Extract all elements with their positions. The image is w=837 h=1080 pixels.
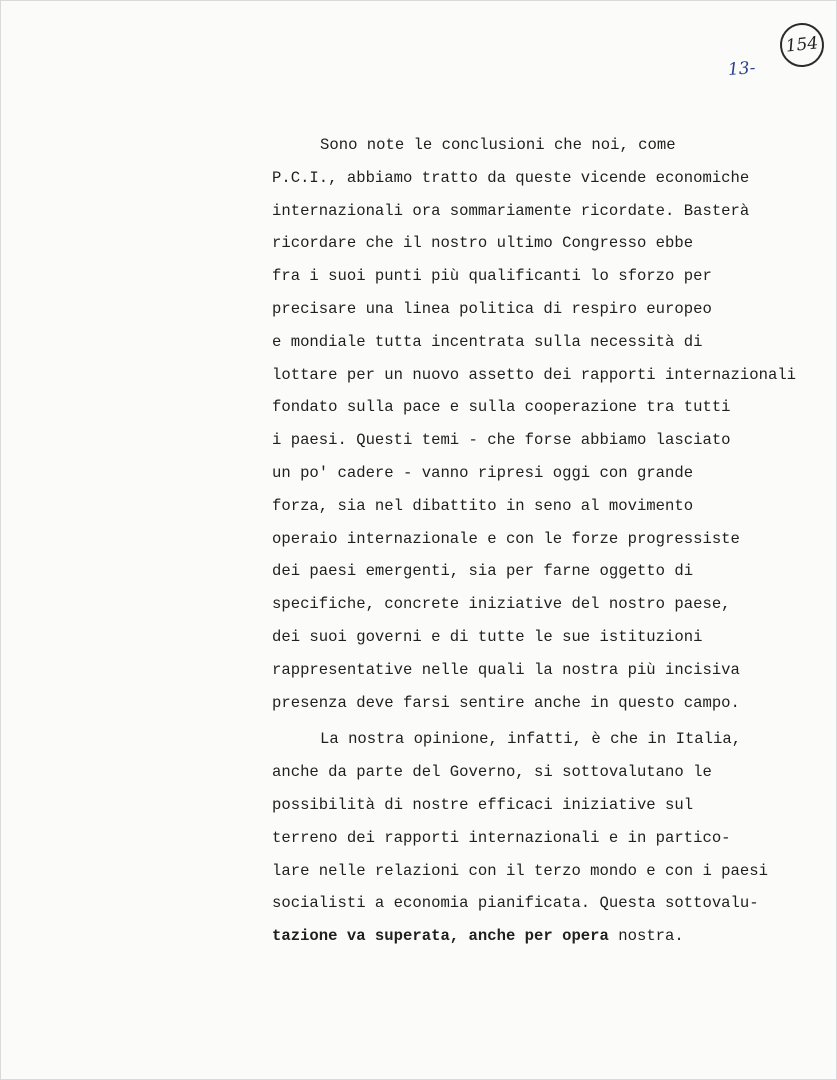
text-line: un po' cadere - vanno ripresi oggi con grande bbox=[272, 463, 694, 482]
text-line: dei paesi emergenti, sia per farne oggetto di bbox=[272, 562, 694, 581]
text-line: specifiche, concrete iniziative del nostro paese, bbox=[272, 595, 731, 614]
text-line: fra i suoi punti più qualificanti lo sforzo per bbox=[272, 267, 712, 286]
text-line: lare nelle relazioni con il terzo mondo e con i paesi bbox=[272, 861, 768, 880]
text-line: i paesi. Questi temi - che forse abbiamo lasciato bbox=[272, 431, 731, 450]
text-line: internazionali ora sommariamente ricordate. Basterà bbox=[272, 201, 750, 220]
text-line: e mondiale tutta incentrata sulla necessità di bbox=[272, 332, 703, 351]
text-line: operaio internazionale e con le forze progressiste bbox=[272, 529, 740, 548]
text-line: terreno dei rapporti internazionali e in partico- bbox=[272, 828, 731, 847]
text-line: P.C.I., abbiamo tratto da queste vicende economiche bbox=[272, 168, 750, 187]
text-line: presenza deve farsi sentire anche in questo campo. bbox=[272, 693, 740, 712]
text-line: fondato sulla pace e sulla cooperazione tra tutti bbox=[272, 398, 731, 417]
text-line: La nostra opinione, infatti, è che in Italia, bbox=[320, 730, 742, 749]
handwritten-page-number: 13- bbox=[727, 58, 757, 80]
text-line: forza, sia nel dibattito in seno al movimento bbox=[272, 496, 694, 515]
text-line: anche da parte del Governo, si sottovalutano le bbox=[272, 763, 712, 782]
text-line: lottare per un nuovo assetto dei rapporti internazionali bbox=[272, 365, 797, 384]
archive-stamp: 154 bbox=[778, 21, 826, 69]
text-line: dei suoi governi e di tutte le sue istituzioni bbox=[272, 627, 703, 646]
text-line: possibilità di nostre efficaci iniziative sul bbox=[272, 795, 694, 814]
text-line-tail: nostra. bbox=[608, 927, 684, 946]
text-line: socialisti a economia pianificata. Questa sottovalu- bbox=[272, 894, 759, 913]
text-line: rappresentative nelle quali la nostra più incisiva bbox=[272, 660, 740, 679]
text-line: Sono note le conclusioni che noi, come bbox=[320, 136, 676, 154]
text-line: precisare una linea politica di respiro europeo bbox=[272, 299, 712, 318]
text-line-final bbox=[272, 920, 832, 953]
bold-emphasis: tazione va superata, anche per opera bbox=[272, 927, 609, 946]
typed-text-body bbox=[272, 129, 832, 953]
text-line: ricordare che il nostro ultimo Congresso ebbe bbox=[272, 234, 694, 253]
